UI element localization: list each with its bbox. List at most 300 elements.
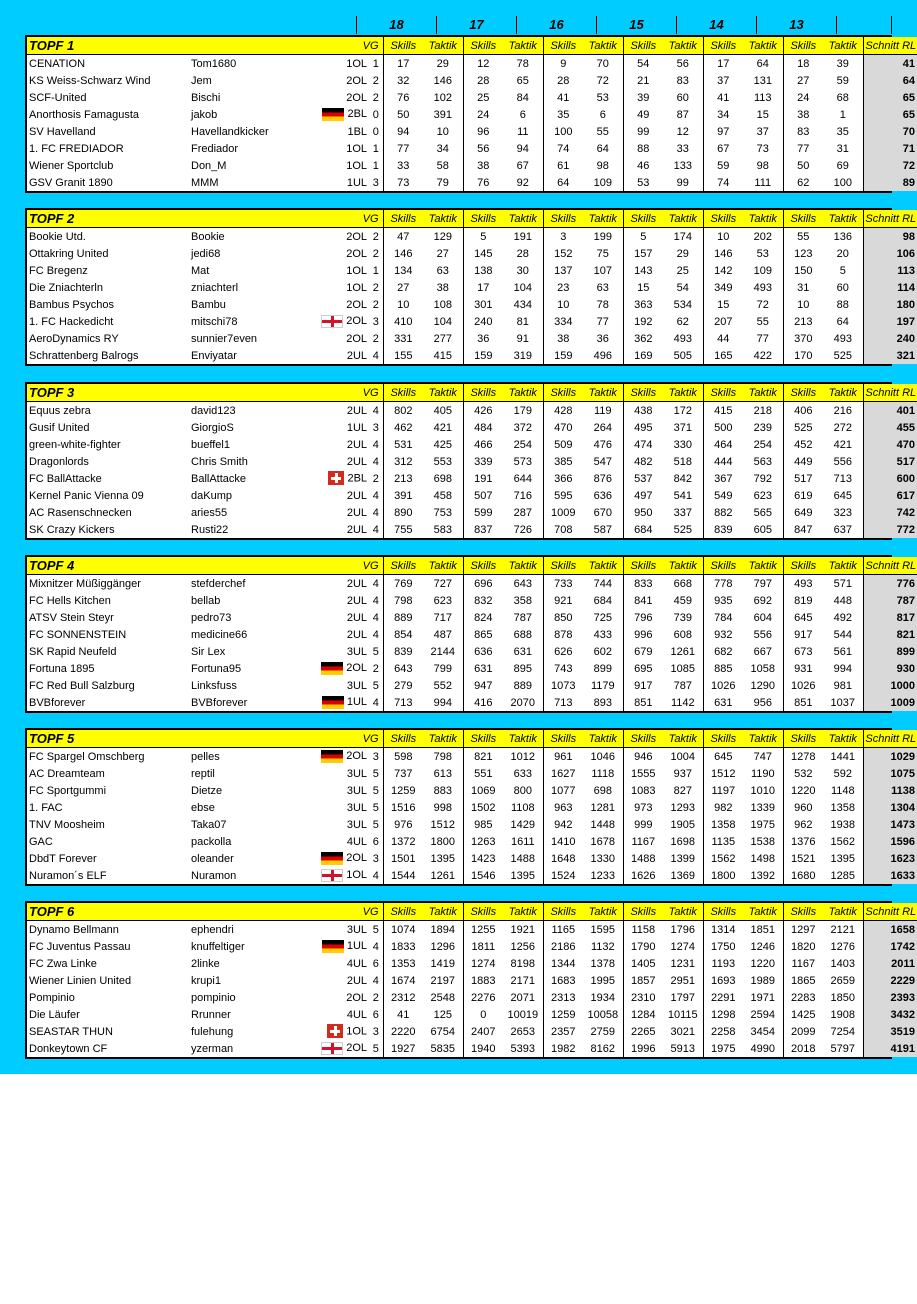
average-value: 455 [863,419,917,436]
vg-value: 1 [372,159,379,172]
taktik-value: 1392 [750,869,776,882]
skills-value: 1883 [463,972,503,989]
skills-value: 1820 [783,938,823,955]
round-header [356,16,892,34]
skills-header: Skills [703,903,743,921]
vg-value: 1 [372,57,379,70]
taktik-value: 337 [673,506,692,519]
skills-value: 935 [703,592,743,609]
taktik-value: 998 [433,801,452,814]
skills-value: 1009 [543,504,583,521]
taktik-value: 684 [593,594,612,607]
vg-value: 4 [372,349,379,362]
taktik-value: 1894 [430,923,456,936]
team-name: SCF-United [29,91,87,104]
league-code: 1OL [346,57,368,70]
team-name: AC Rasenschnecken [29,506,132,519]
league-cell [304,867,369,884]
taktik-value: 2659 [830,974,856,987]
taktik-value: 552 [433,679,452,692]
skills-value: 931 [783,660,823,677]
taktik-value: 64 [836,315,849,328]
skills-value: 370 [783,330,823,347]
skills-value: 32 [383,72,423,89]
skills-value: 76 [463,174,503,191]
taktik-value: 727 [433,577,452,590]
skills-value: 960 [783,799,823,816]
average-value: 1742 [863,938,917,955]
manager-name: Mat [191,264,210,277]
taktik-value: 422 [753,349,772,362]
skills-value: 406 [783,402,823,420]
team-name: FC Zwa Linke [29,957,97,970]
skills-value: 96 [463,123,503,140]
skills-value: 134 [383,262,423,279]
team-name: Kernel Panic Vienna 09 [29,489,144,502]
skills-value: 1297 [783,921,823,939]
skills-value: 1627 [543,765,583,782]
round-label: 14 [676,16,756,34]
vg-value: 4 [372,404,379,417]
taktik-value: 5 [839,264,846,277]
taktik-value: 36 [596,332,609,345]
average-value: 617 [863,487,917,504]
taktik-value: 109 [753,264,772,277]
skills-header: Skills [703,37,743,55]
skills-header: Skills [623,557,663,575]
league-cell [304,643,369,660]
skills-header: Skills [783,903,823,921]
taktik-value: 493 [833,332,852,345]
average-value: 98 [863,228,917,246]
taktik-value: 1938 [830,818,856,831]
round-label: 17 [436,16,516,34]
average-value: 1304 [863,799,917,816]
skills-value: 191 [463,470,503,487]
league-code: 3UL [346,818,368,831]
taktik-value: 2759 [590,1025,616,1038]
skills-header: Skills [383,557,423,575]
taktik-value: 319 [513,349,532,362]
taktik-value: 458 [433,489,452,502]
skills-header: Skills [783,384,823,402]
taktik-value: 99 [676,176,689,189]
skills-value: 839 [383,643,423,660]
manager-name: medicine66 [191,628,248,641]
skills-value: 2310 [623,989,663,1006]
taktik-value: 77 [756,332,769,345]
taktik-value: 889 [513,679,532,692]
vg-value: 5 [372,1042,379,1055]
table-row [27,279,917,296]
league-cell [304,296,369,313]
taktik-value: 1285 [830,869,856,882]
league-code: 1UL [346,940,368,953]
manager-name: Sir Lex [191,645,226,658]
skills-value: 349 [703,279,743,296]
taktik-value: 1231 [670,957,696,970]
taktik-value: 218 [753,404,772,417]
pot-header-row [27,37,917,55]
vg-value: 4 [372,523,379,536]
england-flag-icon [321,869,343,882]
taktik-value: 2197 [430,974,456,987]
taktik-value: 1012 [510,750,536,763]
skills-value: 1073 [543,677,583,694]
taktik-header: Taktik [823,210,863,228]
switzerland-flag-icon [328,471,344,485]
league-code: 3UL [346,645,368,658]
table-row [27,174,917,191]
taktik-value: 60 [676,91,689,104]
table-row [27,347,917,364]
skills-value: 74 [703,174,743,191]
taktik-value: 1850 [830,991,856,1004]
league-cell [304,106,369,123]
taktik-value: 87 [676,108,689,121]
skills-value: 1314 [703,921,743,939]
skills-value: 2099 [783,1023,823,1040]
table-row [27,470,917,487]
league-code: 3UL [346,767,368,780]
taktik-value: 787 [513,611,532,624]
skills-value: 839 [703,521,743,538]
average-header: Schnitt RL [863,384,917,402]
average-value: 1623 [863,850,917,867]
taktik-value: 60 [836,281,849,294]
table-row [27,296,917,313]
taktik-value: 53 [756,247,769,260]
manager-name: Fortuna95 [191,662,242,675]
taktik-value: 476 [593,438,612,451]
manager-name: Linksfuss [191,679,237,692]
skills-value: 61 [543,157,583,174]
vg-value: 4 [372,974,379,987]
taktik-header: Taktik [663,557,703,575]
taktik-value: 64 [596,142,609,155]
skills-value: 94 [383,123,423,140]
taktik-value: 1004 [670,750,696,763]
average-value: 772 [863,521,917,538]
skills-value: 1524 [543,867,583,884]
taktik-value: 800 [513,784,532,797]
skills-value: 24 [783,89,823,106]
skills-value: 10 [703,228,743,246]
skills-value: 833 [623,575,663,593]
skills-header: Skills [463,384,503,402]
vg-value: 4 [372,594,379,607]
taktik-value: 2653 [510,1025,536,1038]
skills-value: 2265 [623,1023,663,1040]
table-row [27,487,917,504]
average-value: 321 [863,347,917,364]
skills-value: 10 [783,296,823,313]
skills-header: Skills [703,210,743,228]
skills-value: 88 [623,140,663,157]
skills-value: 517 [783,470,823,487]
average-value: 817 [863,609,917,626]
switzerland-flag-icon [327,1024,343,1038]
skills-value: 963 [543,799,583,816]
skills-value: 942 [543,816,583,833]
league-cell [304,989,369,1006]
team-name: Wiener Linien United [29,974,132,987]
vg-value: 4 [372,940,379,953]
taktik-value: 8162 [590,1042,616,1055]
manager-name: ephendri [191,923,234,936]
skills-value: 484 [463,419,503,436]
skills-value: 23 [543,279,583,296]
team-name: Fortuna 1895 [29,662,95,675]
skills-value: 679 [623,643,663,660]
skills-value: 2018 [783,1040,823,1057]
skills-value: 500 [703,419,743,436]
skills-value: 1298 [703,1006,743,1023]
taktik-value: 493 [673,332,692,345]
table-row [27,402,917,420]
manager-name: Bambu [191,298,226,311]
skills-value: 1940 [463,1040,503,1057]
taktik-value: 981 [833,679,852,692]
vg-value: 4 [372,696,379,709]
league-code: 1BL [347,125,368,138]
skills-value: 0 [463,1006,503,1023]
skills-value: 985 [463,816,503,833]
taktik-value: 1921 [510,923,536,936]
average-value: 70 [863,123,917,140]
taktik-value: 563 [753,455,772,468]
league-code: 2BL [347,472,368,485]
skills-value: 1546 [463,867,503,884]
pot-table [25,382,917,540]
average-value: 1473 [863,816,917,833]
skills-value: 123 [783,245,823,262]
skills-value: 850 [543,609,583,626]
skills-value: 599 [463,504,503,521]
taktik-value: 797 [753,577,772,590]
taktik-value: 5835 [430,1042,456,1055]
taktik-header: Taktik [503,210,543,228]
taktik-value: 799 [433,662,452,675]
taktik-header: Taktik [823,384,863,402]
league-code: 1UL [346,421,368,434]
team-name: Pompinio [29,991,75,1004]
skills-value: 996 [623,626,663,643]
taktik-value: 608 [673,628,692,641]
vg-value: 5 [372,784,379,797]
taktik-value: 717 [433,611,452,624]
skills-value: 821 [463,748,503,766]
team-name: Die Zniachterln [29,281,103,294]
taktik-header: Taktik [503,730,543,748]
league-cell [304,72,369,89]
skills-value: 37 [703,72,743,89]
taktik-value: 1369 [670,869,696,882]
skills-value: 1562 [703,850,743,867]
taktik-header: Taktik [423,37,463,55]
taktik-header: Taktik [823,37,863,55]
vg-header: VG [351,730,383,748]
average-value: 517 [863,453,917,470]
table-row [27,330,917,347]
skills-value: 1425 [783,1006,823,1023]
skills-value: 2407 [463,1023,503,1040]
skills-value: 824 [463,609,503,626]
skills-value: 532 [783,765,823,782]
skills-header: Skills [703,730,743,748]
skills-value: 854 [383,626,423,643]
taktik-value: 5913 [670,1042,696,1055]
league-code: 2UL [346,974,368,987]
league-code: 1OL [346,1025,368,1038]
skills-header: Skills [783,557,823,575]
league-code: 2UL [346,577,368,590]
skills-value: 27 [783,72,823,89]
league-cell [304,487,369,504]
taktik-value: 1419 [430,957,456,970]
skills-value: 695 [623,660,663,677]
taktik-value: 1995 [590,974,616,987]
skills-value: 882 [703,504,743,521]
skills-header: Skills [463,210,503,228]
taktik-value: 1132 [590,940,615,953]
table-row [27,782,917,799]
skills-value: 1167 [783,955,823,972]
taktik-value: 83 [676,74,689,87]
taktik-value: 842 [673,472,692,485]
manager-name: jakob [191,108,218,121]
table-row [27,140,917,157]
taktik-value: 487 [433,628,452,641]
taktik-value: 1595 [590,923,616,936]
skills-value: 391 [383,487,423,504]
skills-value: 1683 [543,972,583,989]
taktik-value: 421 [433,421,452,434]
table-row [27,55,917,73]
skills-value: 1077 [543,782,583,799]
taktik-value: 27 [436,247,449,260]
skills-value: 2283 [783,989,823,1006]
average-value: 1029 [863,748,917,766]
germany-flag-icon [321,662,343,675]
taktik-value: 109 [593,176,612,189]
taktik-header: Taktik [823,557,863,575]
taktik-value: 792 [753,472,772,485]
skills-value: 67 [703,140,743,157]
germany-flag-icon [321,750,343,763]
team-name: FC Sportgummi [29,784,107,797]
manager-name: Enviyatar [191,349,237,362]
vg-value: 2 [372,230,379,243]
taktik-header: Taktik [743,37,783,55]
team-name: FC Red Bull Salzburg [29,679,135,692]
team-name: Bookie Utd. [29,230,86,243]
vg-value: 6 [372,835,379,848]
table-row [27,660,917,677]
manager-name: Frediador [191,142,239,155]
taktik-value: 58 [436,159,449,172]
league-cell [304,436,369,453]
manager-name: mitschi78 [191,315,238,328]
skills-value: 27 [383,279,423,296]
league-cell [304,157,369,174]
taktik-value: 5393 [510,1042,536,1055]
skills-value: 77 [383,140,423,157]
skills-value: 97 [703,123,743,140]
league-cell [304,1023,369,1040]
skills-value: 1167 [623,833,663,850]
league-cell [304,575,369,593]
skills-value: 1865 [783,972,823,989]
taktik-value: 1395 [510,869,536,882]
league-cell [304,833,369,850]
average-value: 776 [863,575,917,593]
league-code: 3UL [346,923,368,936]
manager-name: david123 [191,404,236,417]
taktik-value: 33 [676,142,689,155]
taktik-value: 277 [433,332,452,345]
skills-value: 619 [783,487,823,504]
taktik-value: 1148 [830,784,855,797]
pot-title: TOPF 4 [27,557,351,575]
taktik-value: 1046 [590,750,616,763]
skills-header: Skills [463,37,503,55]
skills-value: 38 [543,330,583,347]
skills-value: 549 [703,487,743,504]
taktik-value: 1611 [510,835,535,848]
skills-value: 1353 [383,955,423,972]
taktik-value: 1399 [670,852,696,865]
skills-value: 46 [623,157,663,174]
skills-header: Skills [623,730,663,748]
vg-value: 3 [372,852,379,865]
skills-value: 18 [783,55,823,73]
skills-header: Skills [783,210,823,228]
skills-value: 49 [623,106,663,123]
taktik-value: 73 [756,142,769,155]
taktik-value: 1085 [670,662,696,675]
league-code: 2OL [346,315,368,328]
taktik-value: 323 [833,506,852,519]
league-code: 2UL [346,404,368,417]
skills-value: 1083 [623,782,663,799]
team-name: TNV Moosheim [29,818,105,831]
league-cell [304,140,369,157]
germany-flag-icon [322,940,344,953]
taktik-value: 1246 [750,940,776,953]
skills-value: 1069 [463,782,503,799]
skills-value: 961 [543,748,583,766]
manager-name: Havellandkicker [191,125,269,138]
skills-value: 165 [703,347,743,364]
average-value: 1138 [863,782,917,799]
league-code: 1OL [346,281,368,294]
skills-value: 495 [623,419,663,436]
team-name: green-white-fighter [29,438,121,451]
manager-name: ebse [191,801,215,814]
taktik-value: 670 [593,506,612,519]
pot-table [25,208,917,366]
skills-value: 1410 [543,833,583,850]
taktik-value: 425 [433,438,452,451]
average-value: 65 [863,89,917,106]
skills-value: 947 [463,677,503,694]
taktik-value: 1975 [750,818,776,831]
skills-value: 452 [783,436,823,453]
skills-header: Skills [623,210,663,228]
skills-value: 1423 [463,850,503,867]
taktik-header: Taktik [743,903,783,921]
